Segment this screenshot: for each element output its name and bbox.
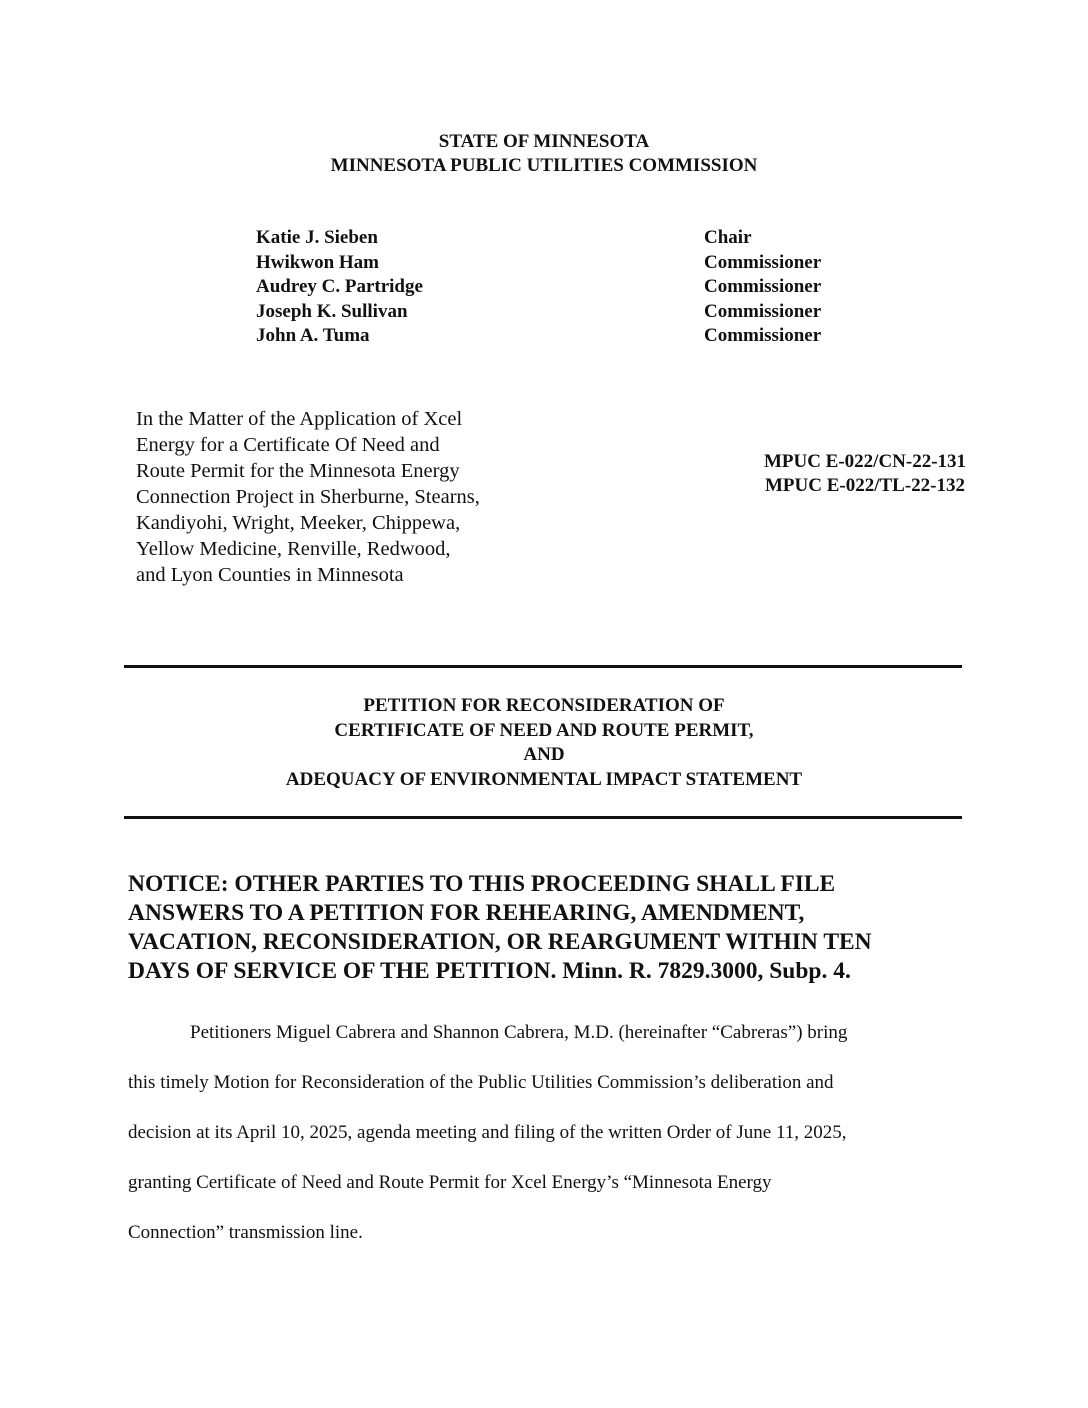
petition-title-line: AND	[523, 744, 565, 765]
petition-title-line: ADEQUACY OF ENVIRONMENTAL IMPACT STATEMENT	[285, 768, 803, 790]
commissioner-row	[256, 226, 876, 251]
docket-tl: MPUC E-022/TL-22-132	[764, 475, 965, 496]
commissioner-row	[256, 275, 876, 300]
top-rule-divider	[124, 665, 962, 668]
petition-title	[0, 694, 1088, 792]
docket-cn: MPUC E-022/CN-22-131	[763, 451, 967, 472]
bottom-rule-divider	[124, 816, 962, 819]
docket-numbers	[740, 450, 990, 498]
matter-line: In the Matter of the Application of Xcel	[136, 408, 463, 430]
matter-line: Kandiyohi, Wright, Meeker, Chippewa,	[136, 512, 461, 534]
body-line: Petitioners Miguel Cabrera and Shannon Cabrera, M.D. (hereinafter “Cabreras”) bring	[190, 1022, 848, 1043]
commissioner-name: Katie J. Sieben	[256, 227, 378, 248]
notice-line: NOTICE: OTHER PARTIES TO THIS PROCEEDING SHALL FILE	[128, 871, 836, 897]
matter-line: Route Permit for the Minnesota Energy	[136, 460, 460, 482]
matter-caption	[136, 406, 536, 588]
petition-title-line: PETITION FOR RECONSIDERATION OF	[363, 695, 725, 716]
commissioner-role: Commissioner	[704, 251, 822, 273]
caption-header	[0, 130, 1088, 178]
commissioner-role: Chair	[704, 227, 752, 248]
body-line: Connection” transmission line.	[128, 1222, 363, 1243]
body-line: granting Certificate of Need and Route Permit for Xcel Energy’s “Minnesota Energy	[128, 1172, 772, 1193]
body-line: decision at its April 10, 2025, agenda meeting and filing of the written Order of June 11, 2025,	[128, 1122, 847, 1143]
body-paragraph	[128, 1008, 958, 1258]
commission-heading: MINNESOTA PUBLIC UTILITIES COMMISSION	[330, 155, 758, 176]
matter-line: Energy for a Certificate Of Need and	[136, 434, 440, 456]
notice-line: ANSWERS TO A PETITION FOR REHEARING, AMENDMENT,	[128, 900, 805, 926]
state-heading: STATE OF MINNESOTA	[438, 131, 650, 152]
commissioner-role: Commissioner	[704, 300, 822, 322]
body-line: this timely Motion for Reconsideration of the Public Utilities Commission’s deliberation and	[128, 1072, 834, 1093]
commissioner-name: John A. Tuma	[256, 325, 370, 346]
notice-block	[128, 870, 968, 986]
matter-line: Yellow Medicine, Renville, Redwood,	[136, 538, 451, 560]
petition-title-line: CERTIFICATE OF NEED AND ROUTE PERMIT,	[334, 719, 754, 741]
commissioner-row	[256, 251, 876, 276]
commissioner-name: Joseph K. Sullivan	[256, 300, 408, 322]
commissioner-name: Audrey C. Partridge	[256, 276, 423, 297]
commissioner-name: Hwikwon Ham	[256, 251, 379, 273]
commissioner-row	[256, 300, 876, 325]
notice-line: VACATION, RECONSIDERATION, OR REARGUMENT WITHIN TEN	[128, 929, 872, 955]
matter-line: and Lyon Counties in Minnesota	[136, 564, 404, 586]
matter-line: Connection Project in Sherburne, Stearns,	[136, 486, 480, 508]
notice-line: DAYS OF SERVICE OF THE PETITION. Minn. R. 7829.3000, Subp. 4.	[128, 958, 851, 984]
commissioner-role: Commissioner	[704, 276, 822, 297]
commissioner-list	[256, 226, 876, 349]
commissioner-row	[256, 324, 876, 349]
commissioner-role: Commissioner	[704, 325, 822, 346]
